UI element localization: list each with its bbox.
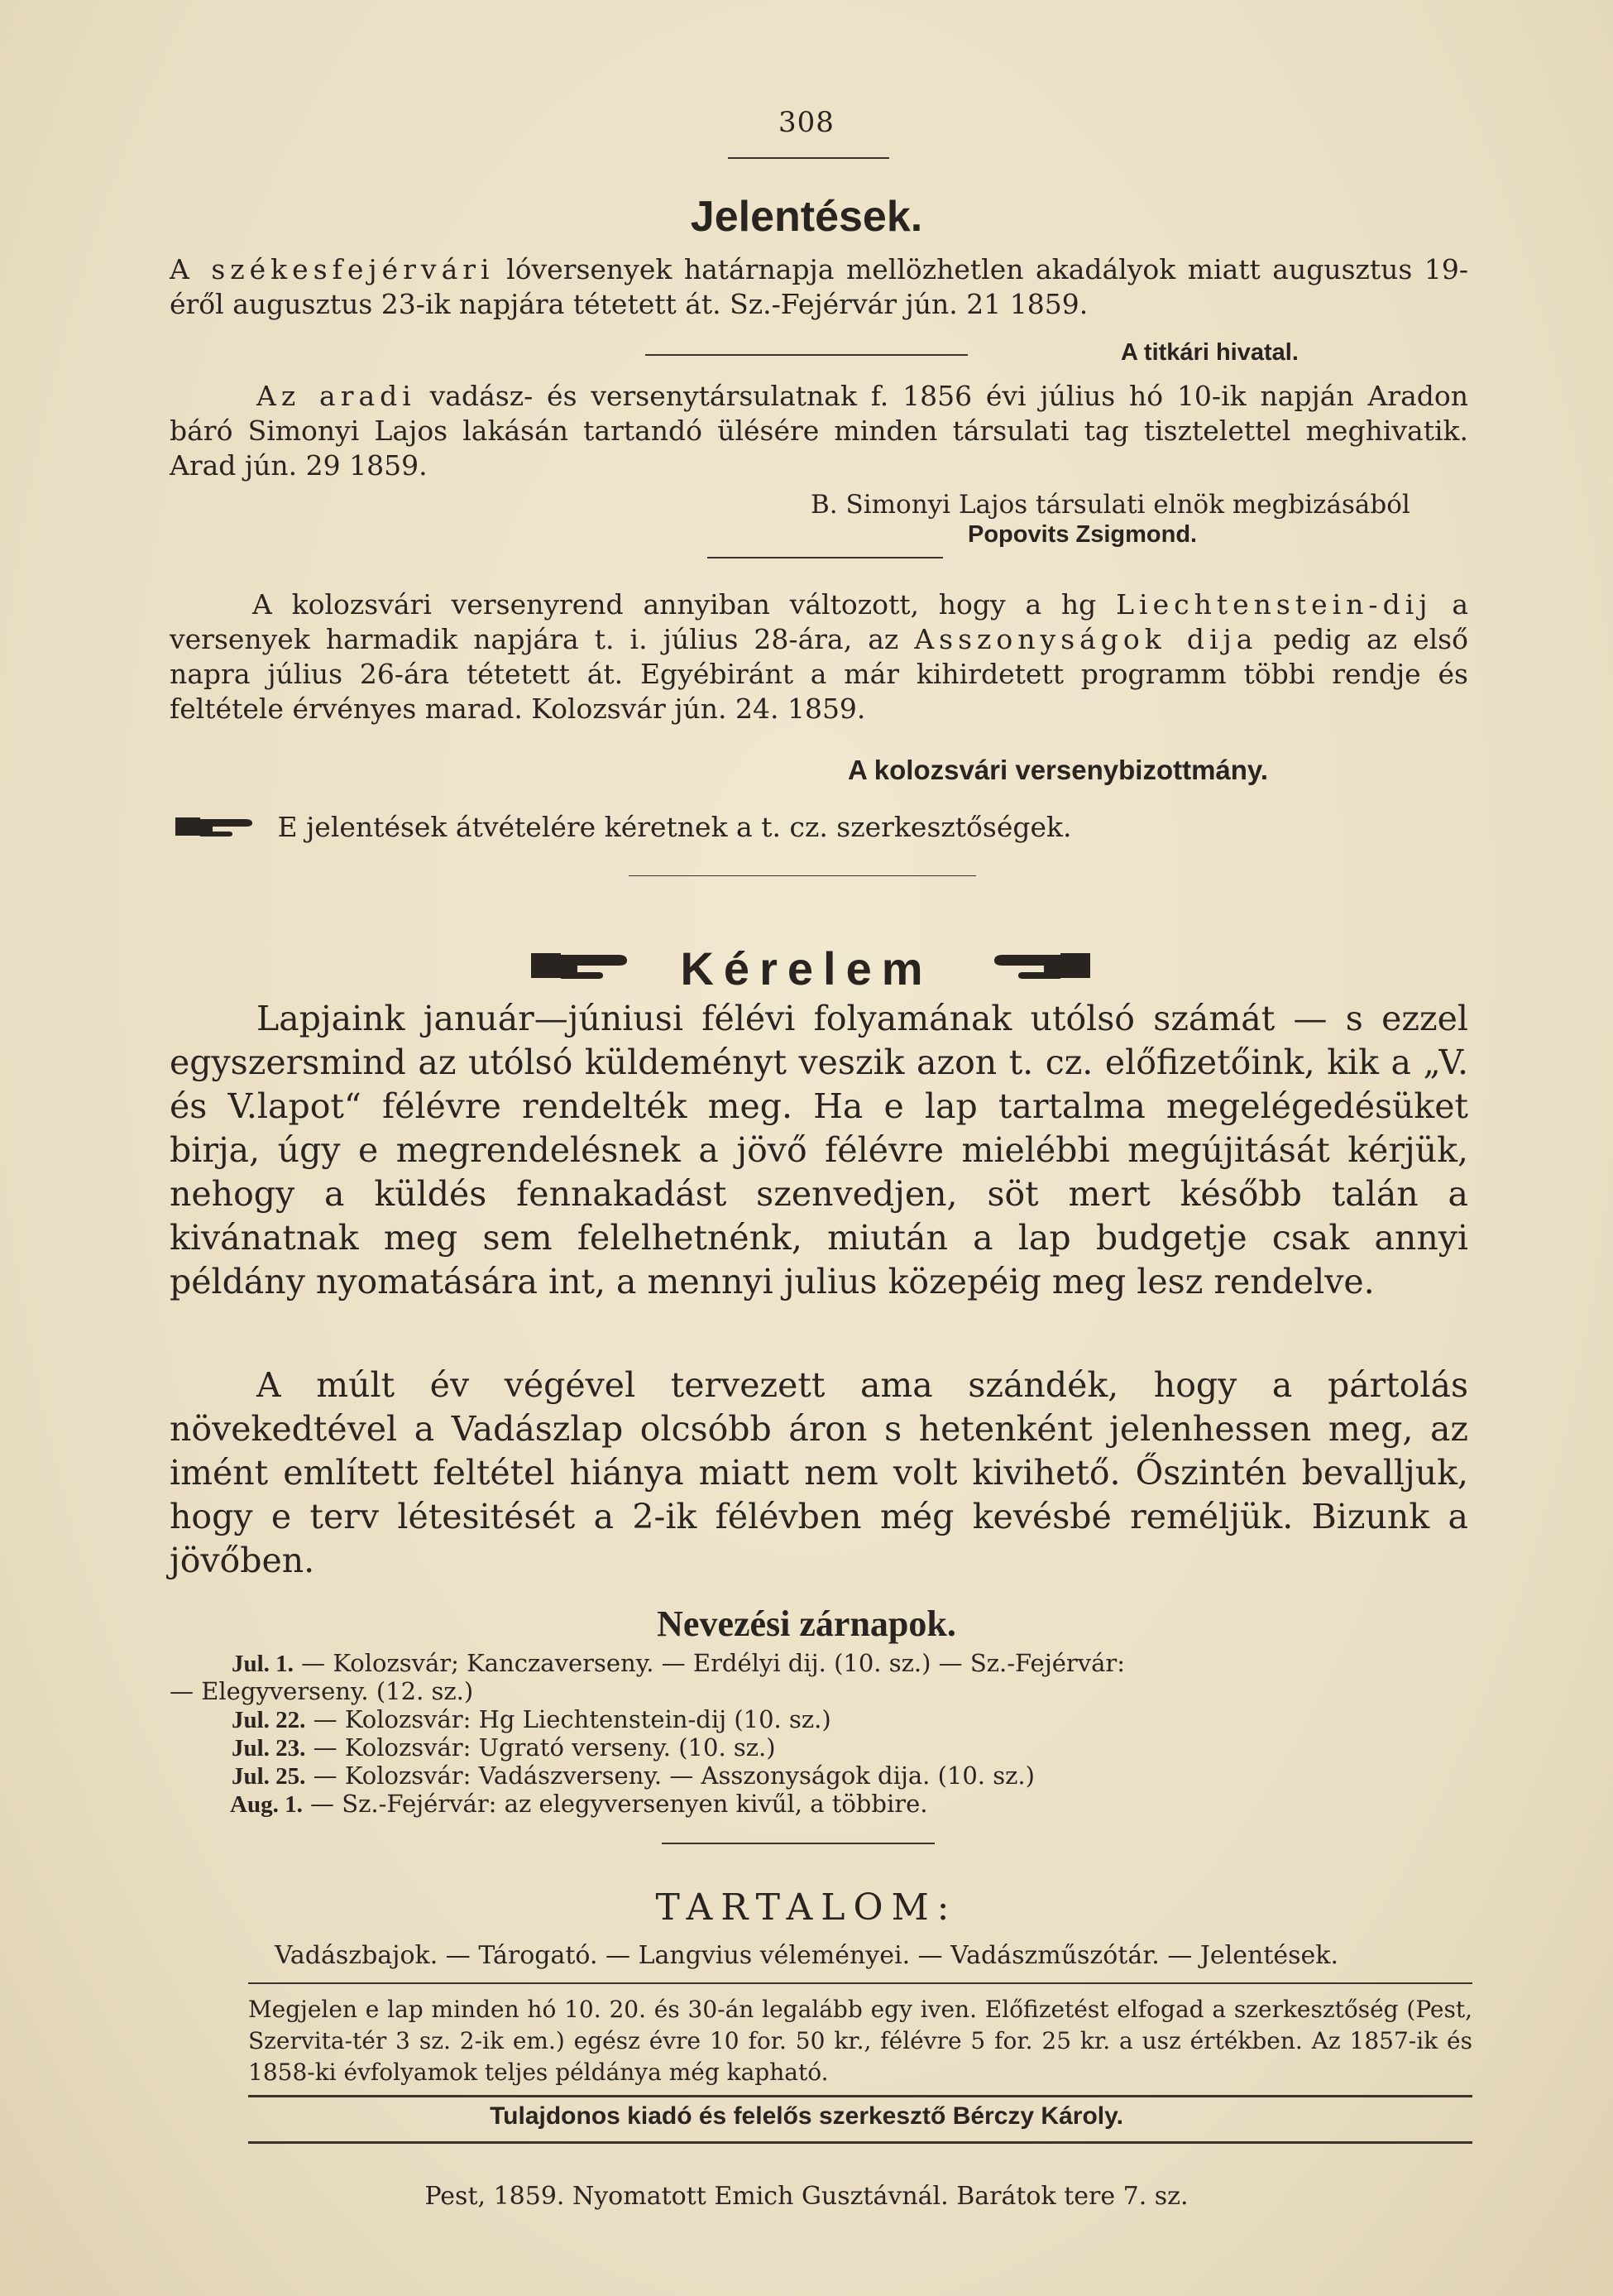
- right-hand-icon: [976, 943, 1092, 990]
- row-date: Aug. 1.: [230, 1791, 303, 1818]
- closing-date-row: [232, 1649, 1125, 1678]
- notice-text: A kolozsvári versenyrend annyiban változott, hogy a hg: [252, 588, 1097, 621]
- notice-text: E jelentések átvételére kéretnek a t. cz. szerkesztőségek.: [277, 811, 1072, 843]
- contents-title: TARTALOM:: [655, 1886, 958, 1929]
- notice-text: vadász- és versenytársulatnak f. 1856 évi július hó 10-ik napján Aradon báró Simonyi Lajos lakásán tartandó ülésére minden társulati tag tisztelettel meghivatik. Arad jún. 29 1859.: [170, 380, 1468, 482]
- divider: [629, 875, 976, 876]
- row-text: — Kolozsvár; Kanczaverseny. — Erdélyi dij. (10. sz.) — Sz.-Fejérvár:: [301, 1649, 1126, 1677]
- notice-spaced: Liechtenstein-dij: [1116, 588, 1433, 621]
- owner-line: Tulajdonos kiadó és felelős szerkesztő Bérczy Károly.: [490, 2102, 1123, 2130]
- contents-list: Vadászbajok. — Tárogató. — Langvius véleményei. — Vadászműszótár. — Jelentések.: [274, 1941, 1339, 1970]
- divider: [728, 157, 889, 159]
- divider: [248, 1982, 1472, 1984]
- section-title-jelentesek: Jelentések.: [690, 193, 923, 241]
- closing-date-row: [232, 1762, 1035, 1790]
- row-date: Jul. 25.: [232, 1763, 306, 1790]
- row-date: Jul. 1.: [232, 1651, 294, 1677]
- divider: [707, 557, 943, 558]
- notice-text: a versenyek harmadik napjára t. i. július 28-ára, az: [170, 588, 1468, 655]
- printer-line: Pest, 1859. Nyomatott Emich Gusztávnál. Barátok tere 7. sz.: [424, 2182, 1189, 2211]
- row-text: — Kolozsvár: Hg Liechtenstein-dij (10. sz.): [313, 1705, 831, 1733]
- notice-signature-line1: B. Simonyi Lajos társulati elnök megbizásából: [811, 490, 1410, 520]
- notice-text: pedig az első napra július 26-ára tétetett át. Egyébiránt a már kihirdetett programm többi rendje és feltétele érvényes marad. Kolozsvár jún. 24. 1859.: [170, 623, 1468, 725]
- row-text: — Sz.-Fejérvár: az elegyversenyen kivűl, a többire.: [310, 1790, 928, 1818]
- section-title-kerelem: Kérelem: [680, 942, 933, 995]
- notice-szekesfejervar: [170, 252, 1468, 322]
- closing-date-row: [170, 1677, 473, 1706]
- section-title-nevezesi: Nevezési zárnapok.: [657, 1603, 956, 1644]
- divider: [248, 2141, 1472, 2144]
- divider: [645, 354, 968, 356]
- notice-line: [174, 809, 1072, 849]
- notice-signature-line2: Popovits Zsigmond.: [968, 521, 1198, 548]
- row-text: — Kolozsvár: Ugrató verseny. (10. sz.): [313, 1733, 776, 1762]
- page-number: 308: [778, 106, 835, 139]
- notice-lead: A székesfejérvári: [170, 253, 495, 285]
- kerelem-paragraph-1: Lapjaink január—júniusi félévi folyamának utólsó számát — s ezzel egyszersmind az utólsó küldeményt veszik azon t. cz. előfizetőink, kik a „V. és V.lapot“ félévre rendelték meg. Ha e lap tartalma megelégedésüket birja, úgy e megrendelésnek a jövő félévre mielébbi megújitását kérjük, nehogy a küldés fennakadást szenvedjen, söt mert később talán a kivánatnak meg sem felelhetnénk, miután a lap budgetje csak annyi példány nyomatására int, a mennyi julius közepéig meg lesz rendelve.: [170, 999, 1468, 1301]
- row-text: — Kolozsvár: Vadászverseny. — Asszonyságok dija. (10. sz.): [313, 1762, 1035, 1790]
- closing-date-row: [232, 1705, 831, 1734]
- row-text: — Elegyverseny. (12. sz.): [170, 1677, 474, 1705]
- notice-text: lóversenyek határnapja mellözhetlen akadályok miatt augusztus 19-éről augusztus 23-ik napjára tétetett át. Sz.-Fejérvár jún. 21 1859.: [170, 253, 1468, 320]
- subscription-info: Megjelen e lap minden hó 10. 20. és 30-án legalább egy iven. Előfizetést elfogad a szerkesztőség (Pest, Szervita-tér 3 sz. 2-ik em.) egész évre 10 for. 50 kr., félévre 5 for. 25 kr. a usz értékben. Az 1857-ik és 1858-ki évfolyamok teljes példánya még kapható.: [248, 1996, 1472, 2086]
- notice-signature: A kolozsvári versenybizottmány.: [848, 755, 1269, 785]
- closing-date-row: [230, 1790, 927, 1819]
- divider: [662, 1843, 935, 1844]
- row-date: Jul. 22.: [232, 1707, 306, 1733]
- notice-signature: A titkári hivatal.: [1121, 339, 1299, 366]
- pointing-hand-icon: [174, 809, 269, 849]
- notice-arad: [170, 379, 1468, 483]
- kerelem-paragraph-2: A múlt év végével tervezett ama szándék, hogy a pártolás növekedtével a Vadászlap olcsóbb áron s hetenként jelenhessen meg, az imént említett feltétel hiánya miatt nem volt kivihető. Őszintén bevalljuk, hogy e terv létesitését a 2-ik félévben még kevésbé reméljük. Bizunk a jövőben.: [170, 1365, 1468, 1580]
- notice-kolozsvar: [170, 587, 1468, 726]
- notice-spaced: Asszonyságok dija: [914, 623, 1258, 655]
- closing-date-row: [232, 1733, 776, 1762]
- row-date: Jul. 23.: [232, 1735, 306, 1762]
- notice-lead: Az aradi: [256, 380, 416, 412]
- divider: [248, 2095, 1472, 2097]
